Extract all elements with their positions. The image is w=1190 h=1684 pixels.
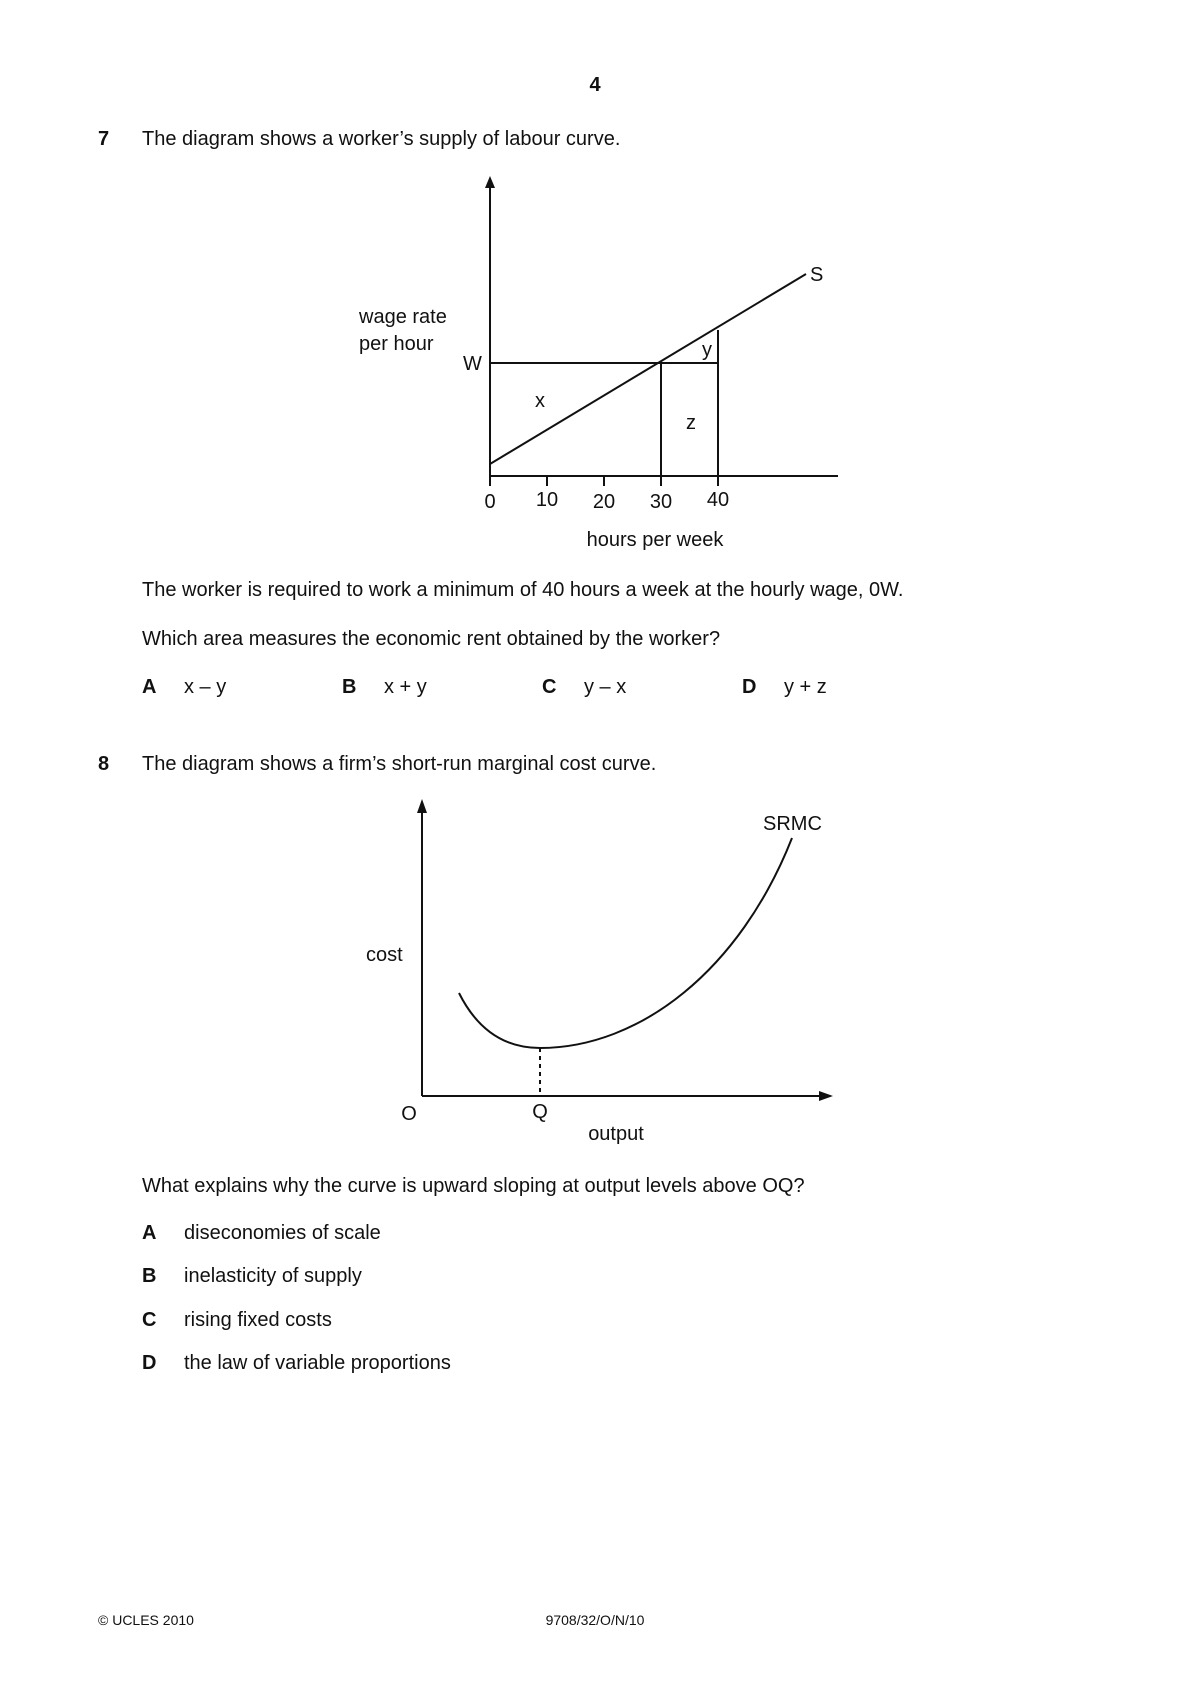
- ylabel-line1: wage rate: [359, 306, 447, 328]
- q7-option-a-letter: A: [142, 676, 157, 698]
- question-8-number: 8: [98, 753, 110, 775]
- x-tick-label-30: 30: [649, 491, 673, 513]
- labour-supply-diagram: [0, 0, 1190, 560]
- x-tick-label-0: 0: [484, 491, 496, 513]
- ylabel-line2: per hour: [359, 333, 434, 355]
- area-y-label: y: [702, 339, 712, 361]
- q-label: Q: [532, 1101, 548, 1123]
- q8-option-a-text: diseconomies of scale: [184, 1222, 381, 1244]
- x-tick-label-40: 40: [706, 489, 730, 511]
- srmc-curve-label: SRMC: [763, 813, 822, 835]
- q8-option-c-text: rising fixed costs: [184, 1309, 332, 1331]
- question-8-question: What explains why the curve is upward sloping at output levels above OQ?: [142, 1175, 805, 1197]
- area-x-label: x: [535, 390, 545, 412]
- q7-option-d-text: y + z: [784, 676, 827, 698]
- y-axis-label: cost: [366, 944, 403, 966]
- x-axis-label: output: [588, 1123, 644, 1145]
- area-z-label: z: [686, 412, 696, 434]
- x-tick-label-20: 20: [592, 491, 616, 513]
- q7-option-c-letter: C: [542, 676, 557, 698]
- srmc-diagram: [0, 790, 1190, 1160]
- x-tick-label-10: 10: [535, 489, 559, 511]
- origin-label: O: [401, 1103, 417, 1125]
- q8-option-b-letter: B: [142, 1265, 157, 1287]
- footer-copyright: © UCLES 2010: [98, 1612, 194, 1628]
- footer-paper-code: 9708/32/O/N/10: [545, 1612, 645, 1628]
- q8-option-a-letter: A: [142, 1222, 157, 1244]
- q8-option-b-text: inelasticity of supply: [184, 1265, 362, 1287]
- srmc-curve: [459, 838, 792, 1048]
- supply-curve-label: S: [810, 264, 824, 286]
- q7-option-d-letter: D: [742, 676, 757, 698]
- question-7-statement: The worker is required to work a minimum of 40 hours a week at the hourly wage, 0W.: [142, 579, 904, 601]
- question-7-intro: The diagram shows a worker’s supply of labour curve.: [142, 128, 621, 150]
- question-8-intro: The diagram shows a firm’s short-run marginal cost curve.: [142, 753, 657, 775]
- q7-option-c-text: y – x: [584, 676, 627, 698]
- page-number: 4: [589, 74, 601, 96]
- q8-option-d-letter: D: [142, 1352, 157, 1374]
- x-axis-label: hours per week: [586, 529, 724, 551]
- q7-option-b-letter: B: [342, 676, 357, 698]
- question-7-number: 7: [98, 128, 110, 150]
- q8-option-c-letter: C: [142, 1309, 157, 1331]
- q8-option-d-text: the law of variable proportions: [184, 1352, 451, 1374]
- w-label: W: [463, 353, 482, 375]
- q7-option-a-text: x – y: [184, 676, 227, 698]
- question-7-question: Which area measures the economic rent obtained by the worker?: [142, 628, 721, 650]
- supply-curve: [490, 274, 806, 464]
- q7-option-b-text: x + y: [384, 676, 427, 698]
